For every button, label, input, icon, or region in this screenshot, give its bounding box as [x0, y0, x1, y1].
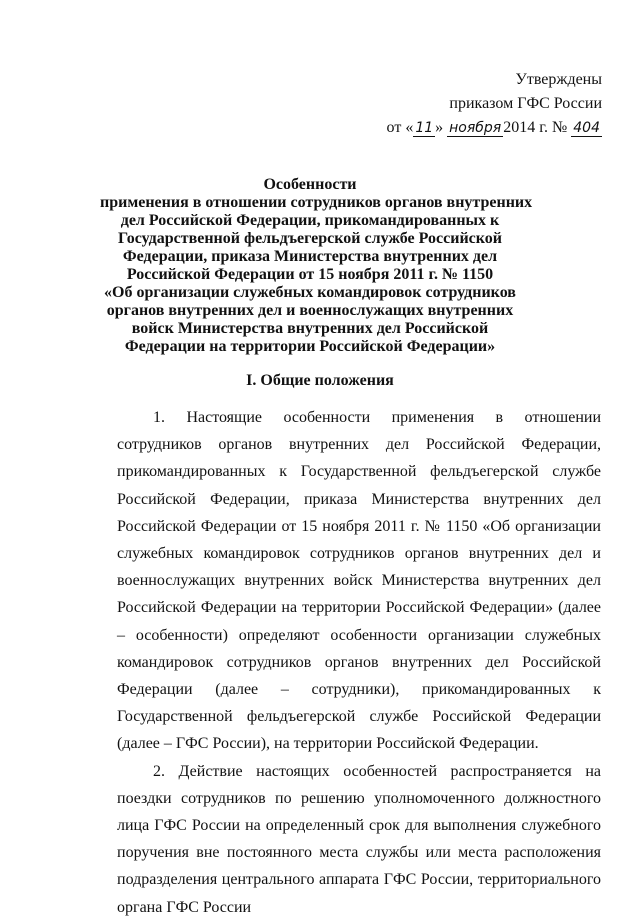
date-prefix: от «: [386, 119, 414, 136]
approval-stamp: [342, 68, 602, 140]
title-line: Особенности: [263, 176, 357, 193]
title-line: Федерации на территории Российской Федерации»: [124, 338, 496, 355]
paragraph-1: 1. Настоящие особенности применения в отношении сотрудников органов внутренних дел Российской Федерации, прикомандированных к Государственной фельдъегерской службе Российской Федерации, приказа Министерства внутренних дел Российской Федерации от 15 ноября 2011 г. № 1150 «Об организации служебных командировок сотрудников органов внутренних дел и военнослужащих внутренних войск Министерства внутренних дел Российской Федерации на территории Российской Федерации» (далее – особенности) определяют особенности организации служебных командировок сотрудников органов внутренних дел Российской Федерации (далее – сотрудники), прикомандированных к Государственной фельдъегерской службе Российской Федерации (далее – ГФС России), на территории Российской Федерации.: [117, 409, 601, 753]
title-line: дел Российской Федерации, прикомандированных к: [120, 212, 500, 229]
title-line: применения в отношении сотрудников органов внутренних: [100, 194, 533, 211]
handwritten-day: 11: [415, 120, 434, 136]
approval-line-order: приказом ГФС России: [449, 95, 602, 112]
paragraph-2: 2. Действие настоящих особенностей распространяется на поездки сотрудников по решению уполномоченного должностного лица ГФС России на определенный срок для выполнения служебного поручения вне постоянного места службы или места расположения подразделения центрального аппарата ГФС России, территориального органа ГФС России: [117, 762, 601, 916]
title-line: органов внутренних дел и военнослужащих внутренних: [106, 302, 514, 319]
title-line: Государственной фельдъегерской службе Российской: [117, 230, 502, 247]
section-heading: I. Общие положения: [246, 372, 394, 389]
document-body: [117, 404, 601, 921]
title-line: Федерации, приказа Министерства внутренних дел: [122, 248, 498, 265]
title-line: Российской Федерации от 15 ноября 2011 г. № 1150: [126, 266, 494, 283]
date-mid: »: [435, 119, 444, 136]
document-title: [100, 176, 533, 356]
approval-line-approved: Утверждены: [515, 71, 602, 88]
title-line: войск Министерства внутренних дел Российской: [131, 320, 489, 337]
approval-line-date: [342, 116, 602, 140]
handwritten-month: ноября: [449, 120, 502, 136]
title-line: «Об организации служебных командировок сотрудников: [104, 284, 516, 301]
date-year: 2014 г. №: [503, 119, 568, 136]
handwritten-number: 404: [573, 120, 600, 136]
